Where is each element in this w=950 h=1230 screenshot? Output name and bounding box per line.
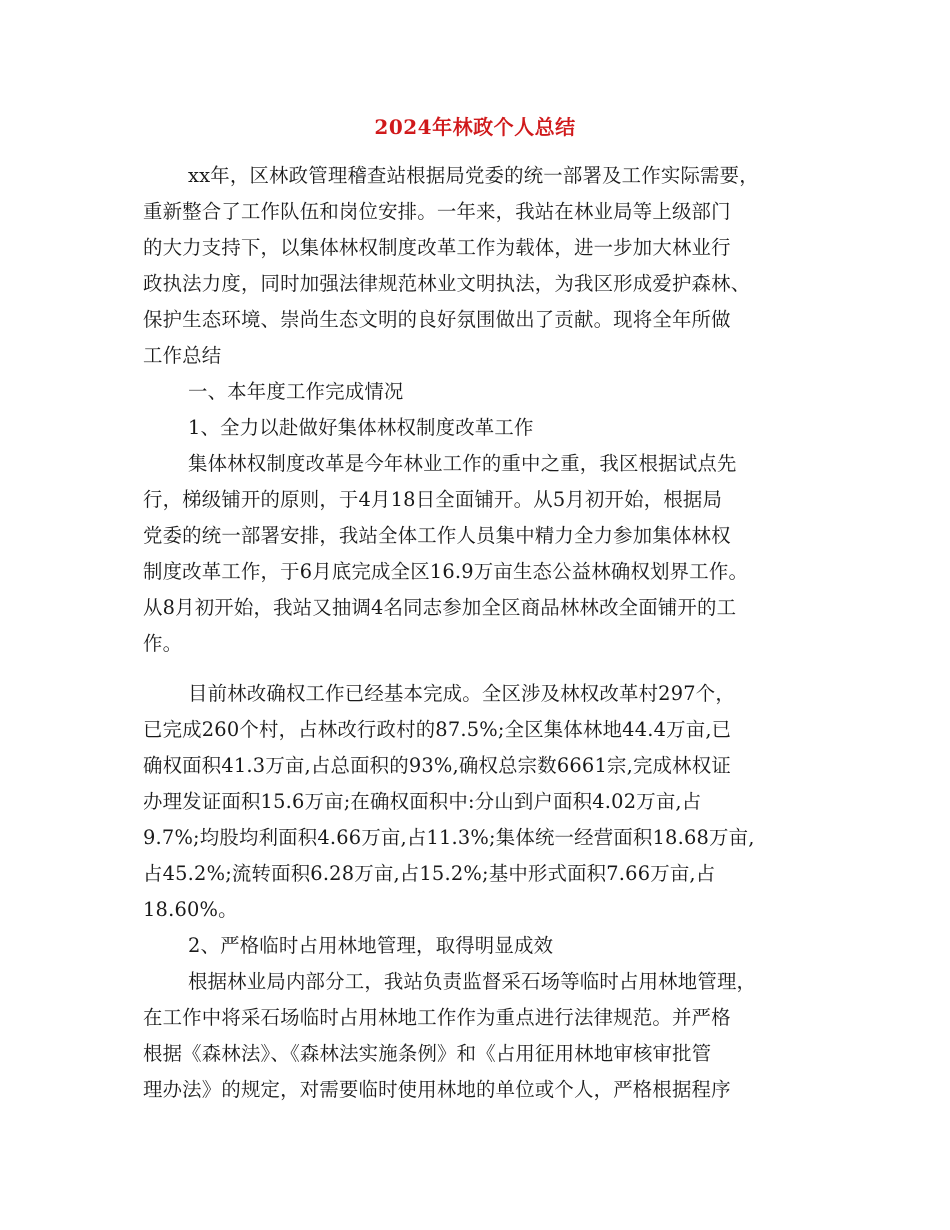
text-line: 1、全力以赴做好集体林权制度改革工作 <box>188 416 534 439</box>
paragraph-gap <box>143 662 818 676</box>
text-line: 重新整合了工作队伍和岗位安排。一年来，我站在林业局等上级部门 <box>143 200 731 223</box>
text-line: 党委的统一部署安排，我站全体工作人员集中精力全力参加集体林权 <box>143 524 731 547</box>
text-line: 根据林业局内部分工，我站负责监督采石场等临时占用林地管理， <box>188 970 757 993</box>
text-line: 确权面积41.3万亩,占总面积的93%,确权总宗数6661宗,完成林权证 <box>143 754 731 777</box>
text-line: 9.7%;均股均利面积4.66万亩,占11.3%;集体统一经营面积18.68万亩, <box>143 826 755 849</box>
text-line: 集体林权制度改革是今年林业工作的重中之重，我区根据试点先 <box>188 452 737 475</box>
text-line: 保护生态环境、崇尚生态文明的良好氛围做出了贡献。现将全年所做 <box>143 308 731 331</box>
text-line: 行，梯级铺开的原则，于4月18日全面铺开。从5月初开始，根据局 <box>143 488 723 511</box>
text-line: 理办法》的规定，对需要临时使用林地的单位或个人，严格根据程序 <box>143 1078 731 1101</box>
text-line: 根据《森林法》、《森林法实施条例》和《占用征用林地审核审批管 <box>143 1042 712 1065</box>
text-line: 已完成260个村，占林改行政村的87.5%;全区集体林地44.4万亩,已 <box>143 718 732 741</box>
text-line: 政执法力度，同时加强法律规范林业文明执法，为我区形成爱护森林、 <box>143 272 751 295</box>
text-line: 的大力支持下，以集体林权制度改革工作为载体，进一步加大林业行 <box>143 236 731 259</box>
text-line: 占45.2%;流转面积6.28万亩,占15.2%;基中形式面积7.66万亩,占 <box>143 862 716 885</box>
text-line: 目前林改确权工作已经基本完成。全区涉及林权改革村297个， <box>188 682 735 705</box>
text-line: 办理发证面积15.6万亩;在确权面积中:分山到户面积4.02万亩,占 <box>143 790 702 813</box>
text-line: 18.60%。 <box>143 898 238 921</box>
document-title: 2024年林政个人总结 <box>374 115 576 139</box>
text-line: 工作总结 <box>143 344 222 367</box>
text-line: 2、严格临时占用林地管理，取得明显成效 <box>188 934 554 957</box>
text-line: 一、本年度工作完成情况 <box>188 380 404 403</box>
text-line: 从8月初开始，我站又抽调4名同志参加全区商品林林改全面铺开的工 <box>143 596 737 619</box>
text-line: xx年，区林政管理稽查站根据局党委的统一部署及工作实际需要， <box>188 164 759 187</box>
text-line: 作。 <box>143 632 183 655</box>
text-line: 制度改革工作，于6月底完成全区16.9万亩生态公益林确权划界工作。 <box>143 560 749 583</box>
text-line: 在工作中将采石场临时占用林地工作作为重点进行法律规范。并严格 <box>143 1006 731 1029</box>
document-body <box>143 158 818 1108</box>
